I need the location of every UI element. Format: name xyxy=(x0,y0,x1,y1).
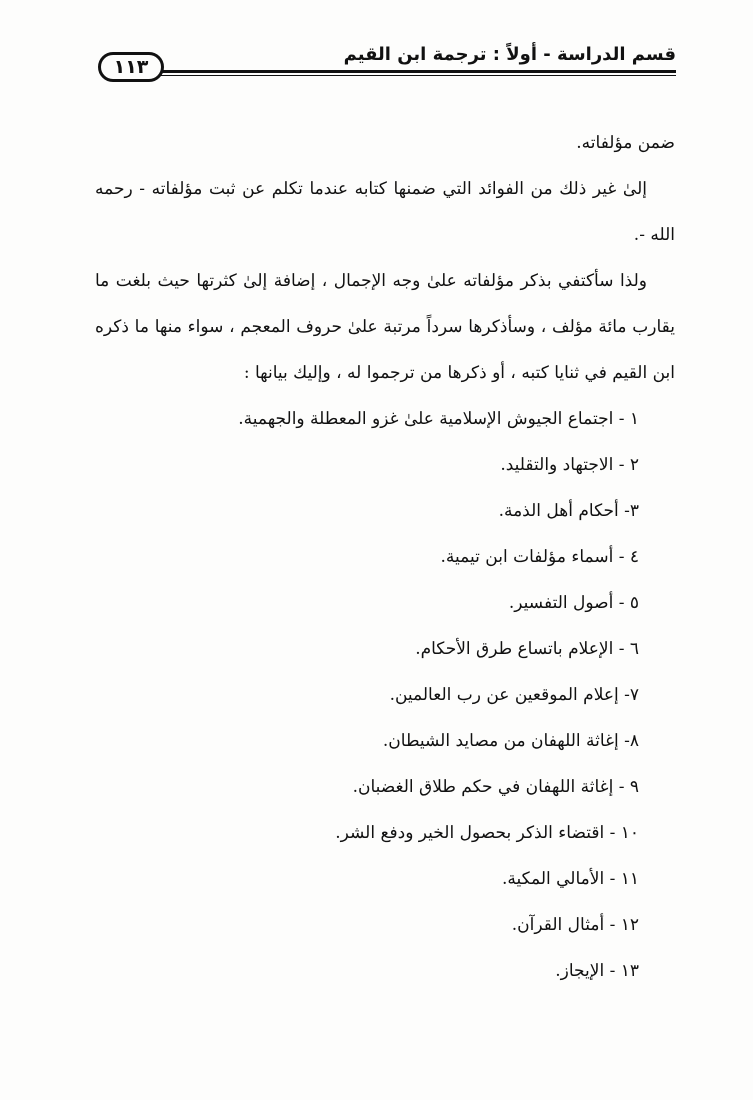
list-item: ٧- إعلام الموقعين عن رب العالمين. xyxy=(389,685,639,705)
list-item: ١ - اجتماع الجيوش الإسلامية علىٰ غزو المعطلة والجهمية. xyxy=(238,409,639,429)
list-item: ٤ - أسماء مؤلفات ابن تيمية. xyxy=(440,547,639,567)
works-list xyxy=(95,396,675,994)
running-header xyxy=(98,40,676,80)
header-rule xyxy=(158,70,676,73)
list-item: ٩ - إغاثة اللهفان في حكم طلاق الغضبان. xyxy=(352,777,639,797)
page-body xyxy=(95,120,675,994)
list-item: ٥ - أصول التفسير. xyxy=(508,593,639,613)
paragraph: ولذا سأكتفي بذكر مؤلفاته علىٰ وجه الإجمال ، إضافة إلىٰ كثرتها حيث بلغت ما يقارب مائة مؤلف ، وسأذكرها سرداً مرتبة علىٰ حروف المعجم ، سواء منها ما ذكره ابن القيم في ثنايا كتبه ، أو ذكرها من ترجموا له ، وإليك بيانها : xyxy=(95,271,675,383)
list-item: ٣- أحكام أهل الذمة. xyxy=(498,501,639,521)
list-item: ٨- إغاثة اللهفان من مصايد الشيطان. xyxy=(382,731,639,751)
list-item: ١٣ - الإيجاز. xyxy=(555,961,639,981)
list-item: ١١ - الأمالي المكية. xyxy=(501,869,639,889)
paragraph: إلىٰ غير ذلك من الفوائد التي ضمنها كتابه عندما تكلم عن ثبت مؤلفاته - رحمه الله -. xyxy=(95,179,675,245)
page-number: ١١٣ xyxy=(98,52,164,82)
list-item: ٦ - الإعلام باتساع طرق الأحكام. xyxy=(415,639,639,659)
list-item: ٢ - الاجتهاد والتقليد. xyxy=(500,455,639,475)
list-item: ١٢ - أمثال القرآن. xyxy=(511,915,639,935)
paragraph: ضمن مؤلفاته. xyxy=(576,133,675,153)
header-rule-thin xyxy=(158,75,676,76)
list-item: ١٠ - اقتضاء الذكر بحصول الخير ودفع الشر. xyxy=(335,823,639,843)
header-title: قسم الدراسة - أولاً : ترجمة ابن القيم xyxy=(343,44,676,65)
